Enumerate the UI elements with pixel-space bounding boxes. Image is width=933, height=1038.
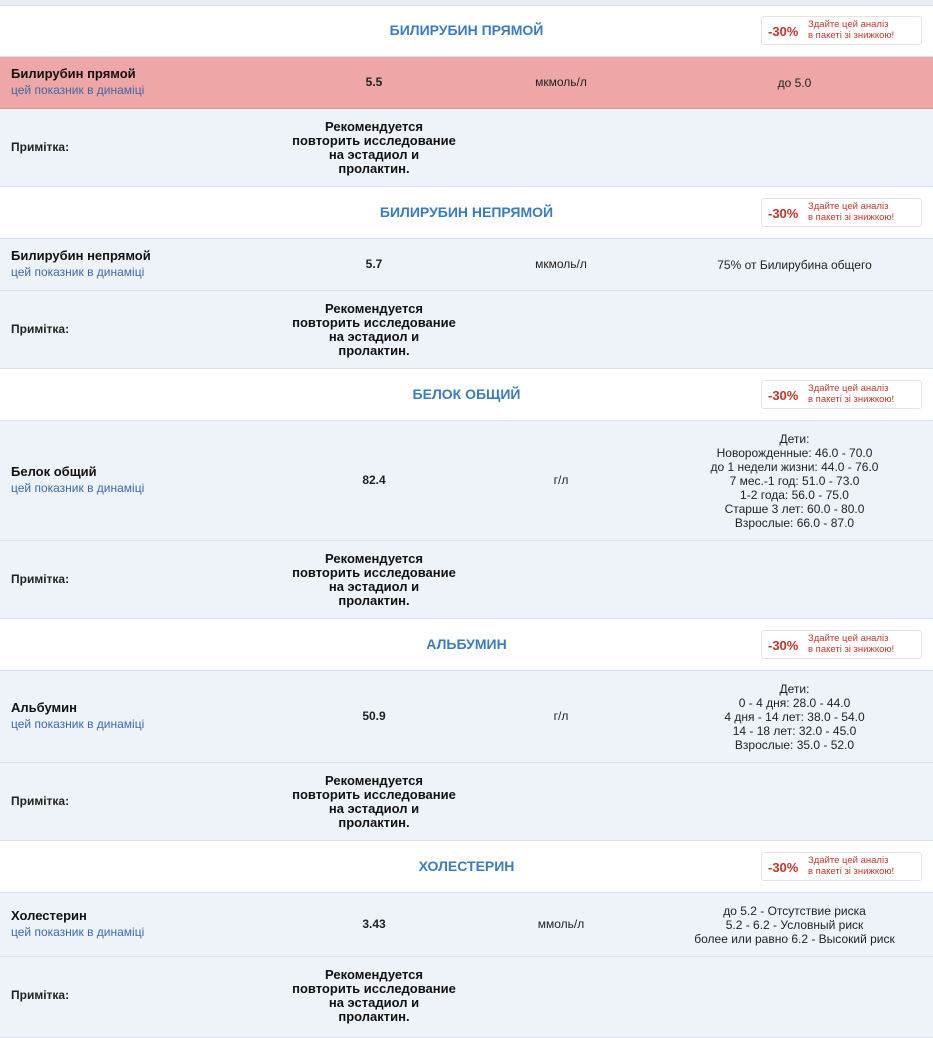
discount-package-promo[interactable] (761, 630, 922, 659)
section-header (0, 619, 933, 671)
result-row (0, 671, 933, 763)
dynamics-link[interactable]: цей показник в динаміці (11, 481, 145, 495)
reference-line: Дети: (779, 432, 810, 446)
note-line: Рекомендуется (325, 773, 423, 788)
note-row (0, 763, 933, 841)
promo-line-2: в пакеті зі знижкою! (808, 866, 895, 877)
note-line: повторить исследование (292, 981, 456, 996)
note-text (279, 774, 469, 830)
section-title: БИЛИРУБИН НЕПРЯМОЙ (379, 204, 554, 220)
result-row (0, 239, 933, 291)
note-line: на эстадиол и (328, 147, 420, 162)
note-row (0, 541, 933, 619)
section-title: БИЛИРУБИН ПРЯМОЙ (389, 22, 544, 38)
reference-line: 7 мес.-1 год: 51.0 - 73.0 (729, 474, 860, 488)
discount-percent: -30% (768, 860, 799, 875)
result-value: 50.9 (362, 709, 386, 723)
promo-text (808, 855, 920, 877)
reference-line: до 5.2 - Отсутствие риска (723, 904, 866, 918)
test-name-cell (11, 908, 144, 940)
section-title: БЕЛОК ОБЩИЙ (412, 386, 521, 402)
result-row (0, 893, 933, 957)
note-line: на эстадиол и (328, 579, 420, 594)
note-line: повторить исследование (292, 133, 456, 148)
section-title: АЛЬБУМИН (426, 636, 507, 652)
note-label: Примітка: (11, 572, 70, 586)
test-name: Альбумин (11, 700, 78, 715)
result-unit: мкмоль/л (535, 75, 587, 89)
note-label: Примітка: (11, 140, 70, 154)
promo-text (808, 383, 920, 405)
result-row (0, 57, 933, 109)
note-text (279, 302, 469, 358)
promo-line-2: в пакеті зі знижкою! (808, 30, 895, 41)
test-name-cell (11, 248, 151, 280)
note-line: Рекомендуется (325, 551, 423, 566)
note-text (279, 120, 469, 176)
note-label: Примітка: (11, 794, 70, 808)
note-line: повторить исследование (292, 565, 456, 580)
reference-line: 14 - 18 лет: 32.0 - 45.0 (732, 724, 857, 738)
note-line: пролактин. (338, 815, 410, 830)
reference-line: 0 - 4 дня: 28.0 - 44.0 (738, 696, 851, 710)
discount-package-promo[interactable] (761, 198, 922, 227)
note-line: пролактин. (338, 161, 410, 176)
reference-range (662, 258, 927, 272)
note-row (0, 291, 933, 369)
reference-range (662, 682, 927, 752)
dynamics-link[interactable]: цей показник в динаміці (11, 265, 145, 279)
result-value: 5.7 (365, 257, 383, 271)
promo-line-2: в пакеті зі знижкою! (808, 212, 895, 223)
discount-percent: -30% (768, 638, 799, 653)
note-line: Рекомендуется (325, 119, 423, 134)
note-line: повторить исследование (292, 315, 456, 330)
promo-line-1: Здайте цей аналіз (808, 19, 889, 30)
reference-line: более или равно 6.2 - Высокий риск (694, 932, 895, 946)
test-name-cell (11, 464, 144, 496)
test-name-cell (11, 66, 144, 98)
reference-line: 1-2 года: 56.0 - 75.0 (740, 488, 849, 502)
result-unit: г/л (553, 709, 569, 723)
dynamics-link[interactable]: цей показник в динаміці (11, 925, 145, 939)
note-line: на эстадиол и (328, 801, 420, 816)
reference-range (662, 432, 927, 530)
reference-line: Старше 3 лет: 60.0 - 80.0 (724, 502, 865, 516)
promo-line-1: Здайте цей аналіз (808, 633, 889, 644)
note-text (279, 968, 469, 1024)
reference-line: 4 дня - 14 лет: 38.0 - 54.0 (724, 710, 865, 724)
reference-line: 5.2 - 6.2 - Условный риск (725, 918, 864, 932)
test-name: Билирубин непрямой (11, 248, 151, 263)
section-header (0, 187, 933, 239)
test-name: Холестерин (11, 908, 87, 923)
section-header (0, 369, 933, 421)
discount-package-promo[interactable] (761, 380, 922, 409)
note-line: Рекомендуется (325, 301, 423, 316)
reference-line: Новорожденные: 46.0 - 70.0 (716, 446, 873, 460)
reference-range (662, 904, 927, 946)
note-line: пролактин. (338, 593, 410, 608)
result-unit: ммоль/л (537, 917, 585, 931)
result-unit: г/л (553, 473, 569, 487)
analysis-sections (0, 6, 933, 1038)
test-name-cell (11, 700, 144, 732)
reference-line: Дети: (779, 682, 810, 696)
section-header (0, 6, 933, 57)
promo-line-1: Здайте цей аналіз (808, 855, 889, 866)
discount-package-promo[interactable] (761, 16, 922, 45)
test-name: Белок общий (11, 464, 97, 479)
reference-line: Взрослые: 35.0 - 52.0 (734, 738, 855, 752)
promo-line-2: в пакеті зі знижкою! (808, 394, 895, 405)
note-line: повторить исследование (292, 787, 456, 802)
reference-line: 75% от Билирубина общего (717, 258, 872, 272)
promo-text (808, 19, 920, 41)
discount-package-promo[interactable] (761, 852, 922, 881)
promo-text (808, 201, 920, 223)
note-row (0, 109, 933, 187)
section-title: ХОЛЕСТЕРИН (418, 858, 515, 874)
note-row (0, 957, 933, 1038)
dynamics-link[interactable]: цей показник в динаміці (11, 717, 145, 731)
note-line: Рекомендуется (325, 967, 423, 982)
dynamics-link[interactable]: цей показник в динаміці (11, 83, 145, 97)
promo-text (808, 633, 920, 655)
promo-line-2: в пакеті зі знижкою! (808, 644, 895, 655)
reference-line: до 1 недели жизни: 44.0 - 76.0 (710, 460, 879, 474)
note-label: Примітка: (11, 988, 70, 1002)
section-header (0, 841, 933, 893)
result-unit: мкмоль/л (535, 257, 587, 271)
test-name: Билирубин прямой (11, 66, 136, 81)
promo-line-1: Здайте цей аналіз (808, 383, 889, 394)
note-line: пролактин. (338, 1009, 410, 1024)
reference-range (662, 76, 927, 90)
note-line: на эстадиол и (328, 995, 420, 1010)
reference-line: Взрослые: 66.0 - 87.0 (734, 516, 855, 530)
note-line: пролактин. (338, 343, 410, 358)
note-text (279, 552, 469, 608)
result-value: 82.4 (362, 473, 386, 487)
result-row (0, 421, 933, 541)
note-line: на эстадиол и (328, 329, 420, 344)
discount-percent: -30% (768, 206, 799, 221)
reference-line: до 5.0 (777, 76, 812, 90)
discount-percent: -30% (768, 388, 799, 403)
result-value: 5.5 (365, 75, 383, 89)
discount-percent: -30% (768, 24, 799, 39)
promo-line-1: Здайте цей аналіз (808, 201, 889, 212)
note-label: Примітка: (11, 322, 70, 336)
result-value: 3.43 (362, 917, 386, 931)
